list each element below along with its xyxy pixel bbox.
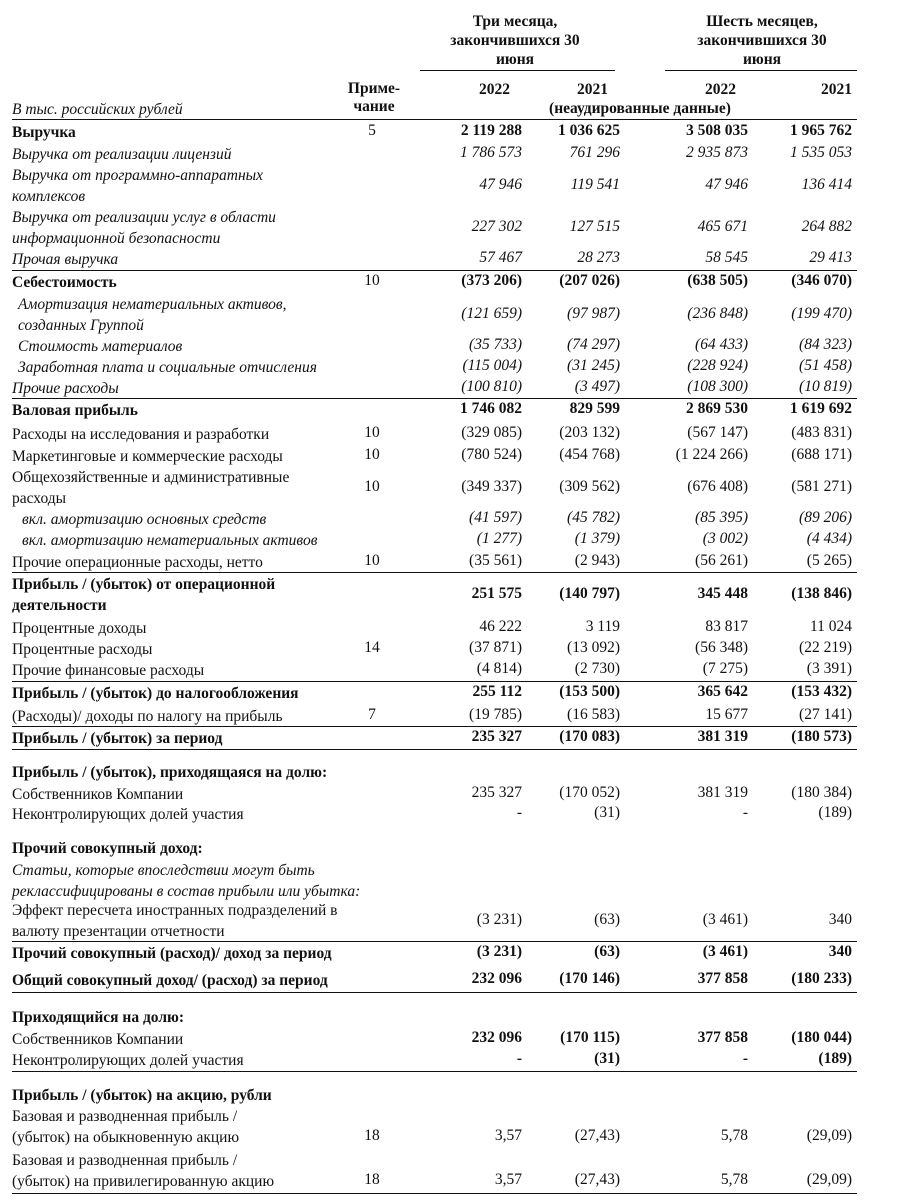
row-value-col-3: 3 508 035 xyxy=(686,122,748,139)
row-value-col-2: 28 273 xyxy=(577,249,620,266)
row-value-col-4: (180 384) xyxy=(791,784,852,801)
row-value-col-1: (121 659) xyxy=(461,305,522,322)
row-label xyxy=(12,706,283,727)
row-value-col-3: 2 869 530 xyxy=(686,400,748,417)
table-row xyxy=(12,618,852,639)
row-label-line: информационной безопасности xyxy=(12,230,221,247)
row-value-col-4: (51 458) xyxy=(799,357,852,374)
row-value-col-2: 119 541 xyxy=(570,176,620,193)
row-label xyxy=(12,144,231,165)
row-label xyxy=(12,1150,274,1192)
row-value-col-2: (63) xyxy=(594,911,620,928)
row-label-line: Статьи, которые впоследствии могут быть xyxy=(12,862,315,879)
row-label xyxy=(12,943,332,964)
row-value-col-2: (31 245) xyxy=(567,357,620,374)
row-value-col-2: (170 083) xyxy=(559,728,620,745)
table-row xyxy=(12,1106,852,1148)
row-value-col-4: 1 619 692 xyxy=(790,400,852,417)
row-label xyxy=(12,728,222,749)
row-value-col-3: 365 642 xyxy=(697,683,748,700)
header-year-3: 2022 xyxy=(705,81,736,98)
row-value-col-1: 251 575 xyxy=(471,585,522,602)
row-value-col-4: (29,09) xyxy=(806,1127,852,1144)
row-value-col-4: (22 219) xyxy=(799,639,852,656)
row-value-col-2: (3 497) xyxy=(574,378,620,395)
row-value-col-1: 235 327 xyxy=(471,784,522,801)
row-note: 5 xyxy=(368,122,376,139)
row-label xyxy=(12,249,118,270)
row-label-text: Процентные расходы xyxy=(12,641,153,658)
row-value-col-3: (567 147) xyxy=(687,424,748,441)
row-value-col-1: (329 085) xyxy=(461,424,522,441)
row-value-col-4: (346 070) xyxy=(791,272,852,289)
row-value-col-1: (4 814) xyxy=(476,660,522,677)
row-top-rule xyxy=(12,572,857,573)
table-row xyxy=(12,207,852,249)
row-value-col-3: (108 300) xyxy=(687,378,748,395)
row-label-text: Прочие операционные расходы, нетто xyxy=(12,554,263,571)
row-value-col-3: (236 848) xyxy=(687,305,748,322)
row-value-col-3: (676 408) xyxy=(687,478,748,495)
header-year-2: 2021 xyxy=(577,81,608,98)
table-row xyxy=(12,272,852,293)
total-underline xyxy=(12,992,857,993)
row-value-col-2: (170 146) xyxy=(559,970,620,987)
row-note: 10 xyxy=(364,424,380,441)
row-value-col-1: 2 119 288 xyxy=(460,122,522,139)
table-row xyxy=(12,838,852,859)
row-value-col-2: (27,43) xyxy=(574,1171,620,1188)
row-value-col-3: 58 545 xyxy=(705,249,748,266)
row-label xyxy=(12,618,146,639)
header-three-months-l2: закончившихся 30 xyxy=(450,32,580,49)
row-value-col-3: (85 395) xyxy=(695,509,748,526)
row-value-col-4: (153 432) xyxy=(791,683,852,700)
row-value-col-3: (3 461) xyxy=(702,911,748,928)
row-value-col-2: 127 515 xyxy=(569,218,620,235)
row-label-line: Базовая и разводненная прибыль / xyxy=(12,1108,238,1125)
row-value-col-4: (180 573) xyxy=(791,728,852,745)
row-note: 10 xyxy=(364,478,380,495)
row-note: 7 xyxy=(368,706,376,723)
row-value-col-1: 46 222 xyxy=(479,618,522,635)
row-label xyxy=(12,1106,239,1148)
row-value-col-3: (3 002) xyxy=(702,530,748,547)
row-value-col-1: (19 785) xyxy=(469,706,522,723)
row-value-col-2: (153 500) xyxy=(559,683,620,700)
row-label xyxy=(12,900,337,942)
table-row xyxy=(12,706,852,727)
row-value-col-1: (41 597) xyxy=(469,509,522,526)
row-value-col-3: (638 505) xyxy=(687,272,748,289)
row-value-col-1: (1 277) xyxy=(476,530,522,547)
header-three-months-l1: Три месяца, xyxy=(472,13,558,30)
row-label xyxy=(12,660,204,681)
row-label xyxy=(12,446,283,467)
table-row xyxy=(12,467,852,509)
row-label xyxy=(12,683,299,704)
row-top-rule xyxy=(12,270,857,271)
row-label-text: Прибыль / (убыток) до налогообложения xyxy=(12,685,299,702)
row-value-col-2: (2 730) xyxy=(574,660,620,677)
row-label-text: Себестоимость xyxy=(12,274,117,291)
row-label-line: Прибыль / (убыток) от операционной xyxy=(12,576,276,593)
table-row xyxy=(12,336,852,357)
row-label-text: Неконтролирующих долей участия xyxy=(12,806,244,823)
row-label xyxy=(12,574,275,616)
row-label-text: Маркетинговые и коммерческие расходы xyxy=(12,448,283,465)
row-label xyxy=(12,970,328,991)
row-value-col-3: 377 858 xyxy=(697,970,748,987)
total-underline xyxy=(12,1193,857,1194)
row-value-col-4: 29 413 xyxy=(809,249,852,266)
row-note: 10 xyxy=(364,552,380,569)
table-row xyxy=(12,683,852,704)
row-label xyxy=(22,530,317,551)
row-label xyxy=(12,400,138,421)
row-value-col-3: 47 946 xyxy=(705,176,748,193)
table-row xyxy=(12,762,852,783)
row-value-col-3: (56 348) xyxy=(695,639,748,656)
header-note-l1: Приме- xyxy=(347,80,401,97)
row-value-col-3: (64 433) xyxy=(695,336,748,353)
table-row xyxy=(12,357,852,378)
row-value-col-1: (780 524) xyxy=(461,446,522,463)
row-value-col-1: (100 810) xyxy=(461,378,522,395)
header-six-months-l3: июня xyxy=(742,51,782,68)
row-label-line: (убыток) на обыкновенную акцию xyxy=(12,1129,240,1146)
table-row xyxy=(12,804,852,825)
row-value-col-3: - xyxy=(742,1050,748,1067)
row-label-text: Прочие расходы xyxy=(12,380,119,397)
row-value-col-1: 47 946 xyxy=(479,176,522,193)
table-row xyxy=(12,249,852,270)
row-value-col-4: (483 831) xyxy=(791,424,852,441)
table-row xyxy=(12,574,852,616)
header-six-months-l1: Шесть месяцев, xyxy=(706,13,818,30)
row-value-col-2: (2 943) xyxy=(574,552,620,569)
row-label-text: (Расходы)/ доходы по налогу на прибыль xyxy=(12,708,283,725)
row-value-col-3: 465 671 xyxy=(697,218,748,235)
row-value-col-1: 232 096 xyxy=(471,1029,522,1046)
row-note: 14 xyxy=(364,639,380,656)
row-label-text: Прибыль / (убыток), приходящаяся на долю: xyxy=(12,764,328,781)
header-rule-left xyxy=(420,70,615,71)
row-value-col-1: 1 786 573 xyxy=(460,144,522,161)
table-row xyxy=(12,1150,852,1192)
header-three-months xyxy=(430,12,600,69)
row-label xyxy=(12,784,183,805)
table-row xyxy=(12,400,852,421)
row-value-col-4: (199 470) xyxy=(791,305,852,322)
header-year-4: 2021 xyxy=(821,81,852,98)
row-value-col-2: (13 092) xyxy=(567,639,620,656)
row-value-col-1: 232 096 xyxy=(471,970,522,987)
row-value-col-4: (688 171) xyxy=(791,446,852,463)
row-label-text: Приходящийся на долю: xyxy=(12,1009,185,1026)
row-value-col-2: (1 379) xyxy=(574,530,620,547)
row-label-text: Заработная плата и социальные отчисления xyxy=(18,359,317,376)
row-value-col-4: (84 323) xyxy=(799,336,852,353)
row-value-col-2: (27,43) xyxy=(574,1127,620,1144)
row-label xyxy=(12,804,244,825)
row-value-col-3: (7 275) xyxy=(702,660,748,677)
row-value-col-3: (56 261) xyxy=(695,552,748,569)
table-row xyxy=(12,1029,852,1050)
table-row xyxy=(12,144,852,165)
row-top-rule xyxy=(12,398,857,399)
row-value-col-1: (115 004) xyxy=(462,357,522,374)
row-value-col-4: 1 965 762 xyxy=(790,122,852,139)
row-value-col-3: 2 935 873 xyxy=(686,144,748,161)
table-row xyxy=(12,552,852,573)
row-value-col-4: 11 024 xyxy=(809,618,852,635)
row-value-col-1: - xyxy=(516,804,522,821)
row-label xyxy=(12,1085,272,1106)
table-row xyxy=(12,970,852,991)
row-note: 18 xyxy=(364,1127,380,1144)
row-value-col-4: (180 233) xyxy=(791,970,852,987)
row-value-col-3: 83 817 xyxy=(705,618,748,635)
row-label-text: Валовая прибыль xyxy=(12,402,138,419)
table-row xyxy=(12,1007,852,1028)
row-value-col-1: (35 561) xyxy=(469,552,522,569)
row-value-col-3: 5,78 xyxy=(720,1171,748,1188)
row-label-text: Собственников Компании xyxy=(12,786,184,803)
table-row xyxy=(12,378,852,399)
row-label-line: расходы xyxy=(12,490,67,507)
row-label-text: Неконтролирующих долей участия xyxy=(12,1052,244,1069)
row-label xyxy=(18,357,317,378)
row-label xyxy=(22,509,266,530)
row-value-col-1: 3,57 xyxy=(494,1127,522,1144)
table-row xyxy=(12,424,852,445)
row-value-col-2: (170 052) xyxy=(559,784,620,801)
row-value-col-4: 340 xyxy=(828,943,852,960)
row-value-col-2: (97 987) xyxy=(567,305,620,322)
row-value-col-4: 340 xyxy=(828,911,852,928)
row-label xyxy=(12,378,119,399)
table-row xyxy=(12,900,852,942)
row-value-col-3: 15 677 xyxy=(705,706,748,723)
row-label-text: Общий совокупный доход/ (расход) за период xyxy=(12,972,328,989)
row-value-col-4: (5 265) xyxy=(806,552,852,569)
row-value-col-2: (16 583) xyxy=(567,706,620,723)
row-label-line: Выручка от программно-аппаратных xyxy=(12,167,264,184)
row-label-text: Выручка от реализации лицензий xyxy=(12,146,232,163)
row-note: 10 xyxy=(364,272,380,289)
row-label xyxy=(12,838,203,859)
row-value-col-2: (207 026) xyxy=(559,272,620,289)
row-value-col-4: (10 819) xyxy=(799,378,852,395)
row-label-text: Собственников Компании xyxy=(12,1031,184,1048)
row-value-col-1: (35 733) xyxy=(469,336,522,353)
row-value-col-2: (203 132) xyxy=(559,424,620,441)
header-rule-right xyxy=(665,70,857,71)
row-label-text: Прочий совокупный (расход)/ доход за период xyxy=(12,945,332,962)
row-label-text: Стоимость материалов xyxy=(18,338,183,355)
row-label xyxy=(12,860,360,902)
row-value-col-4: (180 044) xyxy=(791,1029,852,1046)
row-label xyxy=(12,424,269,445)
table-row xyxy=(12,509,852,530)
row-label-line: Эффект пересчета иностранных подразделений в xyxy=(12,902,338,919)
row-label-line: комплексов xyxy=(12,188,86,205)
header-note-col xyxy=(338,80,410,116)
row-value-col-2: (309 562) xyxy=(559,478,620,495)
row-value-col-1: 57 467 xyxy=(479,249,522,266)
row-value-col-4: 1 535 053 xyxy=(790,144,852,161)
row-value-col-3: 345 448 xyxy=(697,585,748,602)
row-value-col-2: 829 599 xyxy=(569,400,620,417)
row-label-text: Прибыль / (убыток) на акцию, рубли xyxy=(12,1087,272,1104)
row-value-col-4: 264 882 xyxy=(801,218,852,235)
row-label xyxy=(12,1029,183,1050)
row-label-text: Прибыль / (убыток) за период xyxy=(12,730,223,747)
row-label-line: Общехозяйственные и административные xyxy=(12,469,290,486)
row-value-col-3: 381 319 xyxy=(697,784,748,801)
row-label-line: реклассифицированы в состав прибыли или убытка: xyxy=(12,883,361,900)
row-value-col-3: 381 319 xyxy=(697,728,748,745)
row-label-text: Расходы на исследования и разработки xyxy=(12,426,270,443)
units-label: В тыс. российских рублей xyxy=(12,101,183,118)
row-value-col-4: 136 414 xyxy=(801,176,852,193)
row-label xyxy=(12,762,327,783)
row-label-line: деятельности xyxy=(12,597,107,614)
table-row xyxy=(12,446,852,467)
row-value-col-1: (37 871) xyxy=(469,639,522,656)
row-value-col-1: 227 302 xyxy=(471,218,522,235)
row-label-text: Прочая выручка xyxy=(12,251,119,268)
row-value-col-4: (189) xyxy=(818,1050,852,1067)
row-value-col-2: (31) xyxy=(594,804,620,821)
row-value-col-2: (45 782) xyxy=(567,509,620,526)
row-label-text: вкл. амортизацию нематериальных активов xyxy=(22,532,318,549)
row-label xyxy=(12,1050,244,1071)
row-label xyxy=(18,336,182,357)
row-top-rule xyxy=(12,941,857,942)
row-value-col-4: (189) xyxy=(818,804,852,821)
table-row xyxy=(12,1050,852,1071)
row-label xyxy=(12,639,152,660)
row-label-line: Базовая и разводненная прибыль / xyxy=(12,1152,238,1169)
table-row xyxy=(12,122,852,143)
row-label xyxy=(12,122,76,143)
row-value-col-4: (138 846) xyxy=(791,585,852,602)
row-value-col-1: (3 231) xyxy=(476,943,522,960)
row-value-col-2: (454 768) xyxy=(559,446,620,463)
row-value-col-4: (29,09) xyxy=(806,1171,852,1188)
row-label xyxy=(12,552,263,573)
row-value-col-4: (581 271) xyxy=(791,478,852,495)
header-six-months-l2: закончившихся 30 xyxy=(697,32,827,49)
row-value-col-2: 1 036 625 xyxy=(558,122,620,139)
row-value-col-1: (349 337) xyxy=(461,478,522,495)
row-value-col-1: (3 231) xyxy=(476,911,522,928)
row-label-text: Выручка xyxy=(12,124,76,141)
row-value-col-2: 761 296 xyxy=(569,144,620,161)
row-label xyxy=(12,467,289,509)
row-value-col-1: 255 112 xyxy=(472,683,522,700)
row-label xyxy=(12,1007,184,1028)
row-label-line: Амортизация нематериальных активов, xyxy=(18,296,287,313)
row-value-col-4: (89 206) xyxy=(799,509,852,526)
total-underline xyxy=(12,749,857,750)
row-value-col-3: (228 924) xyxy=(687,357,748,374)
row-value-col-3: (3 461) xyxy=(702,943,748,960)
total-underline xyxy=(12,1071,857,1072)
table-row xyxy=(12,860,852,902)
row-label-line: созданных Группой xyxy=(18,317,144,334)
row-value-col-1: - xyxy=(516,1050,522,1067)
row-value-col-4: (27 141) xyxy=(799,706,852,723)
row-label xyxy=(12,207,276,249)
row-note: 10 xyxy=(364,446,380,463)
table-row xyxy=(12,943,852,964)
row-value-col-4: (3 391) xyxy=(806,660,852,677)
row-value-col-4: (4 434) xyxy=(806,530,852,547)
row-label-text: Прочий совокупный доход: xyxy=(12,840,203,857)
header-six-months xyxy=(672,12,852,69)
header-note-l2: чание xyxy=(353,98,395,115)
row-label-text: Прочие финансовые расходы xyxy=(12,662,205,679)
row-label xyxy=(18,294,287,336)
table-row xyxy=(12,660,852,681)
row-value-col-1: (373 206) xyxy=(461,272,522,289)
table-row xyxy=(12,1085,852,1106)
row-value-col-1: 235 327 xyxy=(471,728,522,745)
header-bottom-rule xyxy=(12,119,857,120)
row-value-col-2: 3 119 xyxy=(585,618,620,635)
row-label-text: Процентные доходы xyxy=(12,620,147,637)
row-value-col-3: - xyxy=(742,804,748,821)
row-label xyxy=(12,272,117,293)
row-value-col-2: (140 797) xyxy=(559,585,620,602)
row-value-col-3: 5,78 xyxy=(720,1127,748,1144)
table-row xyxy=(12,165,852,207)
row-value-col-2: (63) xyxy=(594,943,620,960)
table-row xyxy=(12,728,852,749)
row-top-rule xyxy=(12,726,857,727)
row-label-line: (убыток) на привилегированную акцию xyxy=(12,1173,275,1190)
row-value-col-2: (31) xyxy=(594,1050,620,1067)
table-row xyxy=(12,294,852,336)
header-three-months-l3: июня xyxy=(495,51,535,68)
table-row xyxy=(12,639,852,660)
row-label-text: вкл. амортизацию основных средств xyxy=(22,511,267,528)
table-row xyxy=(12,784,852,805)
row-value-col-3: (1 224 266) xyxy=(675,446,748,463)
row-label-line: Выручка от реализации услуг в области xyxy=(12,209,276,226)
row-value-col-1: 3,57 xyxy=(494,1171,522,1188)
table-row xyxy=(12,530,852,551)
row-note: 18 xyxy=(364,1171,380,1188)
row-label-line: валюту презентации отчетности xyxy=(12,923,225,940)
row-value-col-2: (170 115) xyxy=(560,1029,620,1046)
row-value-col-1: 1 746 082 xyxy=(460,400,522,417)
row-value-col-3: 377 858 xyxy=(697,1029,748,1046)
row-top-rule xyxy=(12,681,857,682)
row-value-col-2: (74 297) xyxy=(567,336,620,353)
unaudited-label: (неаудированные данные) xyxy=(549,100,731,117)
header-year-1: 2022 xyxy=(479,81,510,98)
row-label xyxy=(12,165,263,207)
